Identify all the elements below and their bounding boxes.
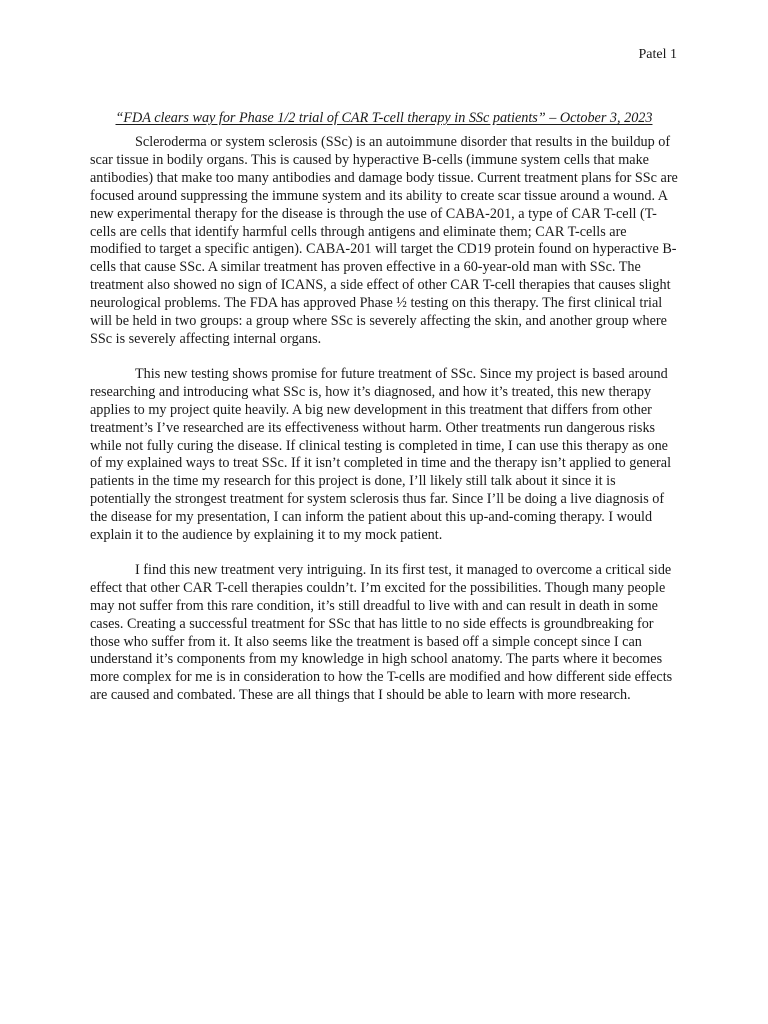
paragraph-summary: Scleroderma or system sclerosis (SSc) is an autoimmune disorder that results in the buildup of scar tissue in bodily organs. This is caused by hyperactive B-cells (immune system cells that make antibodies) that make too many antibodies and damage body tissue. Current treatment plans for SSc are focused around suppressing the immune system and its ability to create scar tissue around a wound. A new experimental therapy for the disease is through the use of CABA-201, a type of CAR T-cell (T-cells are cells that identify harmful cells through antigens and eliminate them; CAR T-cells are modified to target a specific antigen). CABA-201 will target the CD19 protein found on hyperactive B-cells that cause SSc. A similar treatment has proven effective in a 60-year-old man with SSc. The treatment also showed no sign of ICANS, a side effect of other CAR T-cell therapies that causes slight neurological problems. The FDA has approved Phase ½ testing on this therapy. The first clinical trial will be held in two groups: a group where SSc is severely affecting the skin, and another group where SSc is severely affecting internal organs. bbox=[90, 134, 678, 347]
page-number-header: Patel 1 bbox=[638, 47, 677, 62]
paragraph-reflection: I find this new treatment very intriguing. In its first test, it managed to overcome a critical side effect that other CAR T-cell therapies couldn’t. I’m excited for the possibilities. Though many people may not suffer from this rare condition, it’s still dreadful to live with and can result in death in some cases. Creating a successful treatment for SSc that has little to no side effects is groundbreaking for those who suffer from it. It also seems like the treatment is based off a simple concept since I can understand it’s components from my knowledge in high school anatomy. The parts where it becomes more complex for me is in consideration to how the T-cells are modified and how different side effects are caused and combated. These are all things that I should be able to learn with more research. bbox=[90, 561, 673, 704]
document-body bbox=[90, 108, 678, 722]
paragraph-project-relevance: This new testing shows promise for future treatment of SSc. Since my project is based around researching and introducing what SSc is, how it’s diagnosed, and how it’s treated, this new therapy applies to my project quite heavily. A big new development in this treatment that differs from other treatment’s I’ve researched are its effectiveness without harm. Other treatments run dangerous risks while not fully curing the disease. If clinical testing is completed in time, I can use this therapy as one of my explained ways to treat SSc. If it isn’t completed in time and the therapy isn’t applied to general patients in the time my research for this project is done, I’ll likely still talk about it since it is potentially the strongest treatment for system sclerosis thus far. Since I’ll be doing a live diagnosis of the disease for my presentation, I can inform the patient about this up-and-coming therapy. I would explain it to the audience by explaining it to my mock patient. bbox=[90, 365, 672, 544]
article-title: “FDA clears way for Phase 1/2 trial of CAR T-cell therapy in SSc patients” – October 3, 2023 bbox=[115, 110, 653, 126]
